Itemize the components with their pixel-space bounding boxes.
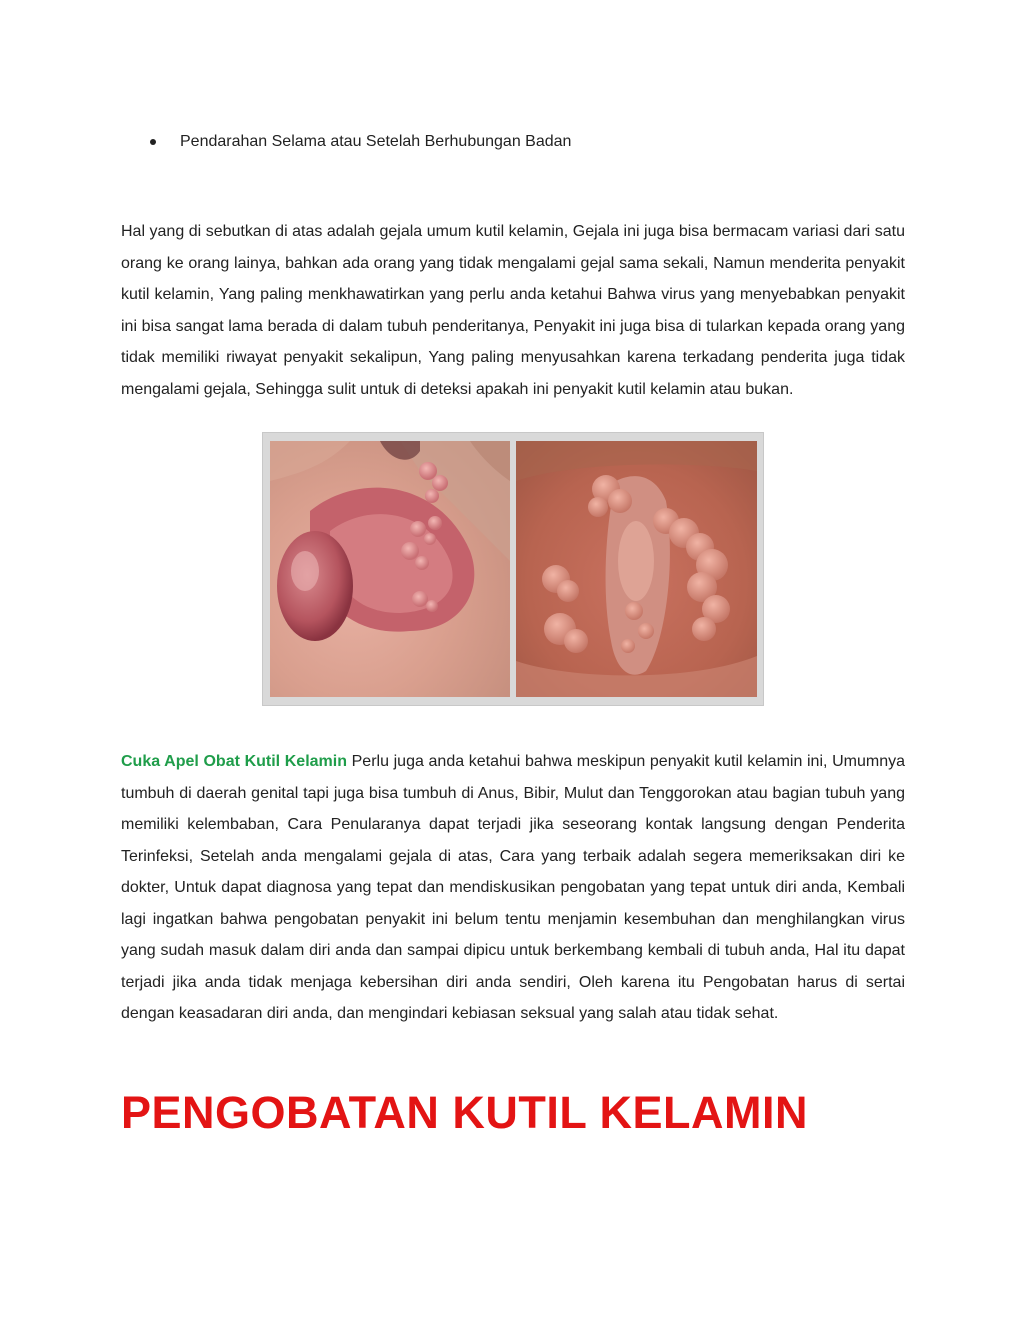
photo-right-image — [516, 441, 757, 697]
photo-left-image — [270, 441, 510, 697]
paragraph-treatment-text: Perlu juga anda ketahui bahwa meskipun penyakit kutil kelamin ini, Umumnya tumbuh di daerah genital tapi juga bisa tumbuh di Anus, Bibir, Mulut dan Tenggorokan atau bagian tubuh yang memiliki kelembaban, Cara Penularanya dapat terjadi jika seseorang kontak langsung dengan Penderita Terinfeksi, Setelah anda mengalami gejala di atas, Cara yang terbaik adalah segera memeriksakan diri ke dokter, Untuk dapat diagnosa yang tepat dan mendiskusikan pengobatan yang tepat untuk diri anda, Kembali lagi ingatkan bahwa pengobatan penyakit ini belum tentu menjamin kesembuhan dan menghilangkan virus yang sudah masuk dalam diri anda dan sampai dipicu untuk berkembang kembali di tubuh anda, Hal itu dapat terjadi jika anda tidak menjaga kebersihan diri anda sendiri, Oleh karena itu Pengobatan harus di sertai dengan keasadaran diri anda, dan mengindari kebiasan seksual yang salah atau tidak sehat. — [121, 753, 905, 1022]
bullet-text: Pendarahan Selama atau Setelah Berhubungan Badan — [180, 133, 572, 150]
section-heading: PENGOBATAN KUTIL KELAMIN — [121, 1087, 808, 1138]
article-link[interactable]: Cuka Apel Obat Kutil Kelamin — [121, 753, 347, 770]
medical-photo-figure — [262, 432, 764, 706]
paragraph-treatment — [121, 746, 905, 1030]
paragraph-symptoms: Hal yang di sebutkan di atas adalah gejala umum kutil kelamin, Gejala ini juga bisa bermacam variasi dari satu orang ke orang lainya, bahkan ada orang yang tidak mengalami gejal sama sekali, Namun menderita penyakit kutil kelamin, Yang paling menkhawatirkan yang perlu anda ketahui Bahwa virus yang menyebabkan penyakit ini bisa sangat lama berada di dalam tubuh penderitanya, Penyakit ini juga bisa di tularkan kepada orang yang tidak memiliki riwayat penyakit sekalipun, Yang paling menyusahkan karena terkadang penderita juga tidak mengalami gejala, Sehingga sulit untuk di deteksi apakah ini penyakit kutil kelamin atau bukan. — [121, 223, 905, 398]
bullet-item — [150, 131, 571, 153]
photo-left — [270, 441, 510, 697]
bullet-dot-icon — [150, 139, 156, 145]
bullet-list — [150, 131, 571, 153]
photo-right — [516, 441, 757, 697]
